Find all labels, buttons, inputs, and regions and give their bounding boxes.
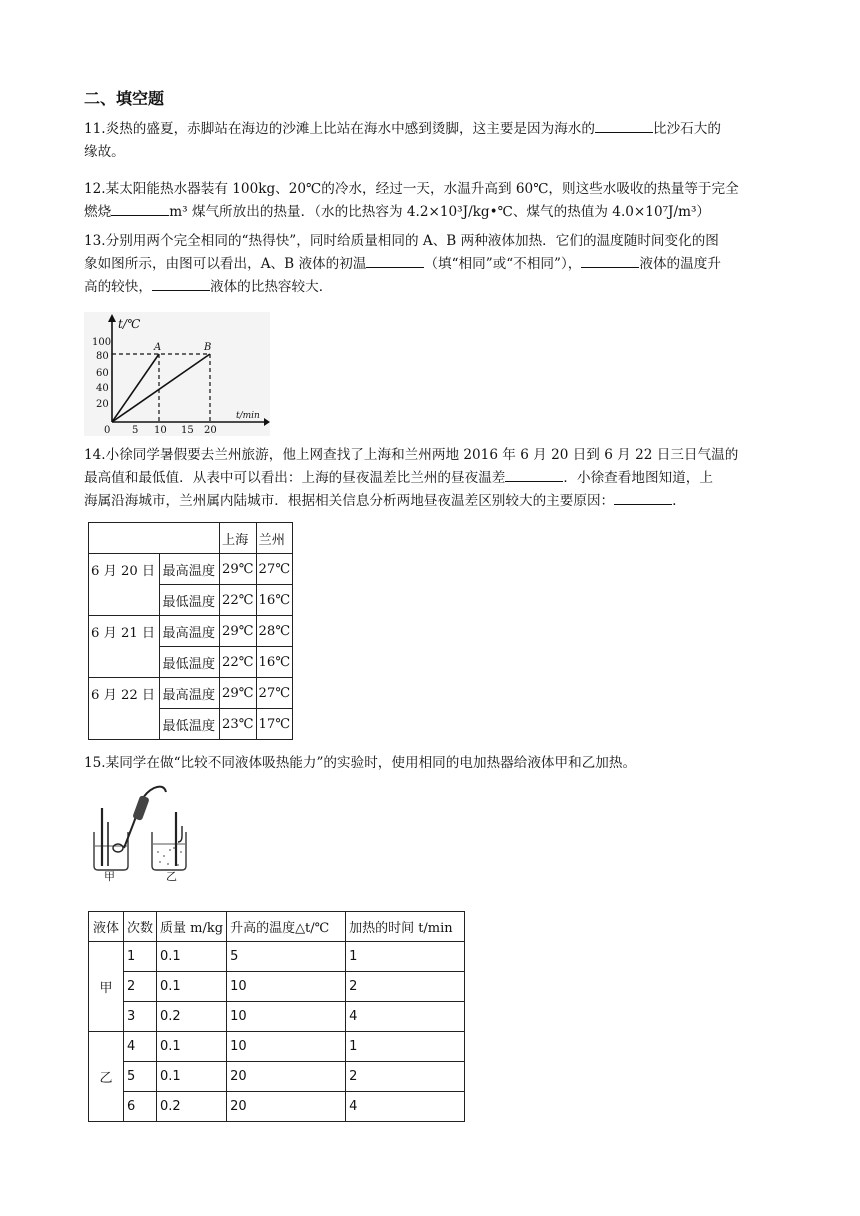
answer-blank[interactable] xyxy=(152,276,210,291)
answer-blank[interactable] xyxy=(595,118,653,133)
table-row xyxy=(89,1062,465,1092)
table-row xyxy=(89,678,293,709)
graph-svg xyxy=(84,312,270,436)
table-cell: 1 xyxy=(124,942,157,972)
y-tick-label: 20 xyxy=(96,399,109,410)
table-row xyxy=(89,554,293,585)
table-header-row xyxy=(89,912,465,942)
question-13 xyxy=(84,230,778,299)
table-row xyxy=(89,1032,465,1062)
q11-text: 比沙石大的 xyxy=(653,121,721,137)
line-B xyxy=(112,354,210,422)
x-origin-label: 0 xyxy=(104,425,111,436)
beaker-yi xyxy=(152,832,186,870)
question-11 xyxy=(84,118,778,164)
q13-text: 液体的温度升 xyxy=(639,256,721,272)
q14-text: ．小徐查看地图知道，上 xyxy=(563,470,713,486)
table-cell: 3 xyxy=(124,1002,157,1032)
temperature-time-graph xyxy=(84,312,270,436)
q12-text: 燃烧 xyxy=(84,204,112,220)
table-cell: 0.1 xyxy=(157,942,227,972)
table-cell: 4 xyxy=(346,1002,465,1032)
table-cell: 29℃ xyxy=(220,678,257,709)
heater-cord xyxy=(124,787,166,848)
table-cell: 29℃ xyxy=(220,616,257,647)
x-tick-label: 20 xyxy=(204,425,217,436)
heater-handle xyxy=(132,795,150,821)
table-cell: 27℃ xyxy=(256,554,293,585)
question-14 xyxy=(84,444,778,513)
table-cell: 17℃ xyxy=(256,709,293,740)
table-cell: 27℃ xyxy=(256,678,293,709)
column-header: 液体 xyxy=(89,912,124,942)
group-cell: 甲 xyxy=(89,942,124,1032)
q12-text: 12.某太阳能热水器装有 100kg、20℃的冷水，经过一天，水温升高到 60℃，则这些水吸收的热量等于完全 xyxy=(84,181,739,197)
table-row xyxy=(89,616,293,647)
experiment-table xyxy=(88,911,465,1122)
q11-text: 11.炎热的盛夏，赤脚站在海边的沙滩上比站在海水中感到烫脚，这主要是因为海水的 xyxy=(84,121,595,137)
label-yi: 乙 xyxy=(166,870,177,882)
line-A xyxy=(112,354,159,422)
row-label: 最高温度 xyxy=(160,554,220,585)
q13-text: 13.分别用两个完全相同的“热得快”，同时给质量相同的 A、B 两种液体加热．它们的温度随时间变化的图 xyxy=(84,233,719,249)
x-tick-label: 5 xyxy=(132,425,139,436)
table-cell: 20 xyxy=(227,1062,346,1092)
date-cell: 6 月 21 日 xyxy=(89,616,160,678)
question-12 xyxy=(84,178,778,224)
table-cell: 0.2 xyxy=(157,1092,227,1122)
q14-text: 14.小徐同学暑假要去兰州旅游，他上网查找了上海和兰州两地 2016 年 6 月 20 日到 6 月 22 日三日气温的 xyxy=(84,447,739,463)
column-header: 上海 xyxy=(220,523,257,554)
table-cell: 10 xyxy=(227,1002,346,1032)
q11-text: 缘故。 xyxy=(84,144,125,160)
row-label: 最低温度 xyxy=(160,585,220,616)
table-cell: 5 xyxy=(124,1062,157,1092)
row-label: 最低温度 xyxy=(160,647,220,678)
table-cell: 1 xyxy=(346,942,465,972)
answer-blank[interactable] xyxy=(505,467,563,482)
section-title: 二、填空题 xyxy=(84,89,165,108)
table-cell: 2 xyxy=(346,972,465,1002)
row-label: 最高温度 xyxy=(160,616,220,647)
table-row xyxy=(89,523,293,554)
q13-text: 液体的比热容较大． xyxy=(209,279,333,295)
table-cell: 23℃ xyxy=(220,709,257,740)
y-tick-label: 60 xyxy=(96,368,109,379)
table-cell: 16℃ xyxy=(256,647,293,678)
beakers-illustration xyxy=(84,782,214,882)
y-tick-label: 100 xyxy=(92,337,112,348)
y-axis-label: t/℃ xyxy=(118,317,141,331)
table-cell: 22℃ xyxy=(220,585,257,616)
liquid-dots-yi xyxy=(157,847,182,866)
table-cell: 22℃ xyxy=(220,647,257,678)
q13-text: （填“相同”或“不相同”）， xyxy=(424,256,582,272)
table-row xyxy=(89,972,465,1002)
label-A: A xyxy=(154,342,162,353)
table-cell: 4 xyxy=(346,1092,465,1122)
table-cell: 1 xyxy=(346,1032,465,1062)
q14-text: . xyxy=(672,493,677,509)
heater-coil-jia xyxy=(113,844,123,852)
table-cell: 20 xyxy=(227,1092,346,1122)
question-15 xyxy=(84,752,778,775)
table-cell: 0.2 xyxy=(157,1002,227,1032)
table-cell: 0.1 xyxy=(157,1062,227,1092)
table-cell: 6 xyxy=(124,1092,157,1122)
q14-text: 最高值和最低值．从表中可以看出：上海的昼夜温差比兰州的昼夜温差 xyxy=(84,470,506,486)
table-cell: 10 xyxy=(227,972,346,1002)
y-tick-label: 80 xyxy=(96,351,109,362)
date-cell: 6 月 20 日 xyxy=(89,554,160,616)
table-cell: 28℃ xyxy=(256,616,293,647)
table-row xyxy=(89,942,465,972)
weather-table xyxy=(88,522,293,740)
row-label: 最高温度 xyxy=(160,678,220,709)
beakers-svg xyxy=(84,782,214,882)
group-cell: 乙 xyxy=(89,1032,124,1122)
label-B: B xyxy=(204,342,212,353)
column-header: 加热的时间 t/min xyxy=(346,912,465,942)
y-axis-arrow xyxy=(108,314,116,322)
q12-text: m³ 煤气所放出的热量．（水的比热容为 4.2×10³J/kg•℃、煤气的热值为 4.0×10⁷J/m³） xyxy=(169,204,711,220)
table-cell: 5 xyxy=(227,942,346,972)
date-cell: 6 月 22 日 xyxy=(89,678,160,740)
x-axis-arrow xyxy=(264,418,270,426)
thermometer-yi-2 xyxy=(178,826,182,842)
answer-blank[interactable] xyxy=(614,490,672,505)
table-cell: 2 xyxy=(124,972,157,1002)
table-row xyxy=(89,1092,465,1122)
y-tick-label: 40 xyxy=(96,383,109,394)
x-tick-label: 15 xyxy=(181,425,194,436)
column-header: 次数 xyxy=(124,912,157,942)
x-axis-label: t/min xyxy=(236,411,260,421)
q14-text: 海属沿海城市，兰州属内陆城市．根据相关信息分析两地昼夜温差区别较大的主要原因： xyxy=(84,493,615,509)
answer-blank[interactable] xyxy=(581,253,639,268)
column-header: 质量 m/kg xyxy=(157,912,227,942)
table-cell: 0.1 xyxy=(157,1032,227,1062)
x-tick-label: 10 xyxy=(154,425,167,436)
label-jia: 甲 xyxy=(104,870,115,882)
row-label: 最低温度 xyxy=(160,709,220,740)
table-cell: 16℃ xyxy=(256,585,293,616)
column-header: 升高的温度△t/℃ xyxy=(227,912,346,942)
table-row xyxy=(89,1002,465,1032)
table-cell: 29℃ xyxy=(220,554,257,585)
table-cell: 0.1 xyxy=(157,972,227,1002)
q13-text: 高的较快， xyxy=(84,279,152,295)
table-cell: 10 xyxy=(227,1032,346,1062)
table-cell: 4 xyxy=(124,1032,157,1062)
column-header: 兰州 xyxy=(256,523,293,554)
answer-blank[interactable] xyxy=(111,201,169,216)
beaker-jia xyxy=(94,832,128,870)
q15-text: 15.某同学在做“比较不同液体吸热能力”的实验时，使用相同的电加热器给液体甲和乙加热。 xyxy=(84,755,637,771)
q13-text: 象如图所示，由图可以看出，A、B 液体的初温 xyxy=(84,256,367,272)
answer-blank[interactable] xyxy=(366,253,424,268)
table-cell: 2 xyxy=(346,1062,465,1092)
